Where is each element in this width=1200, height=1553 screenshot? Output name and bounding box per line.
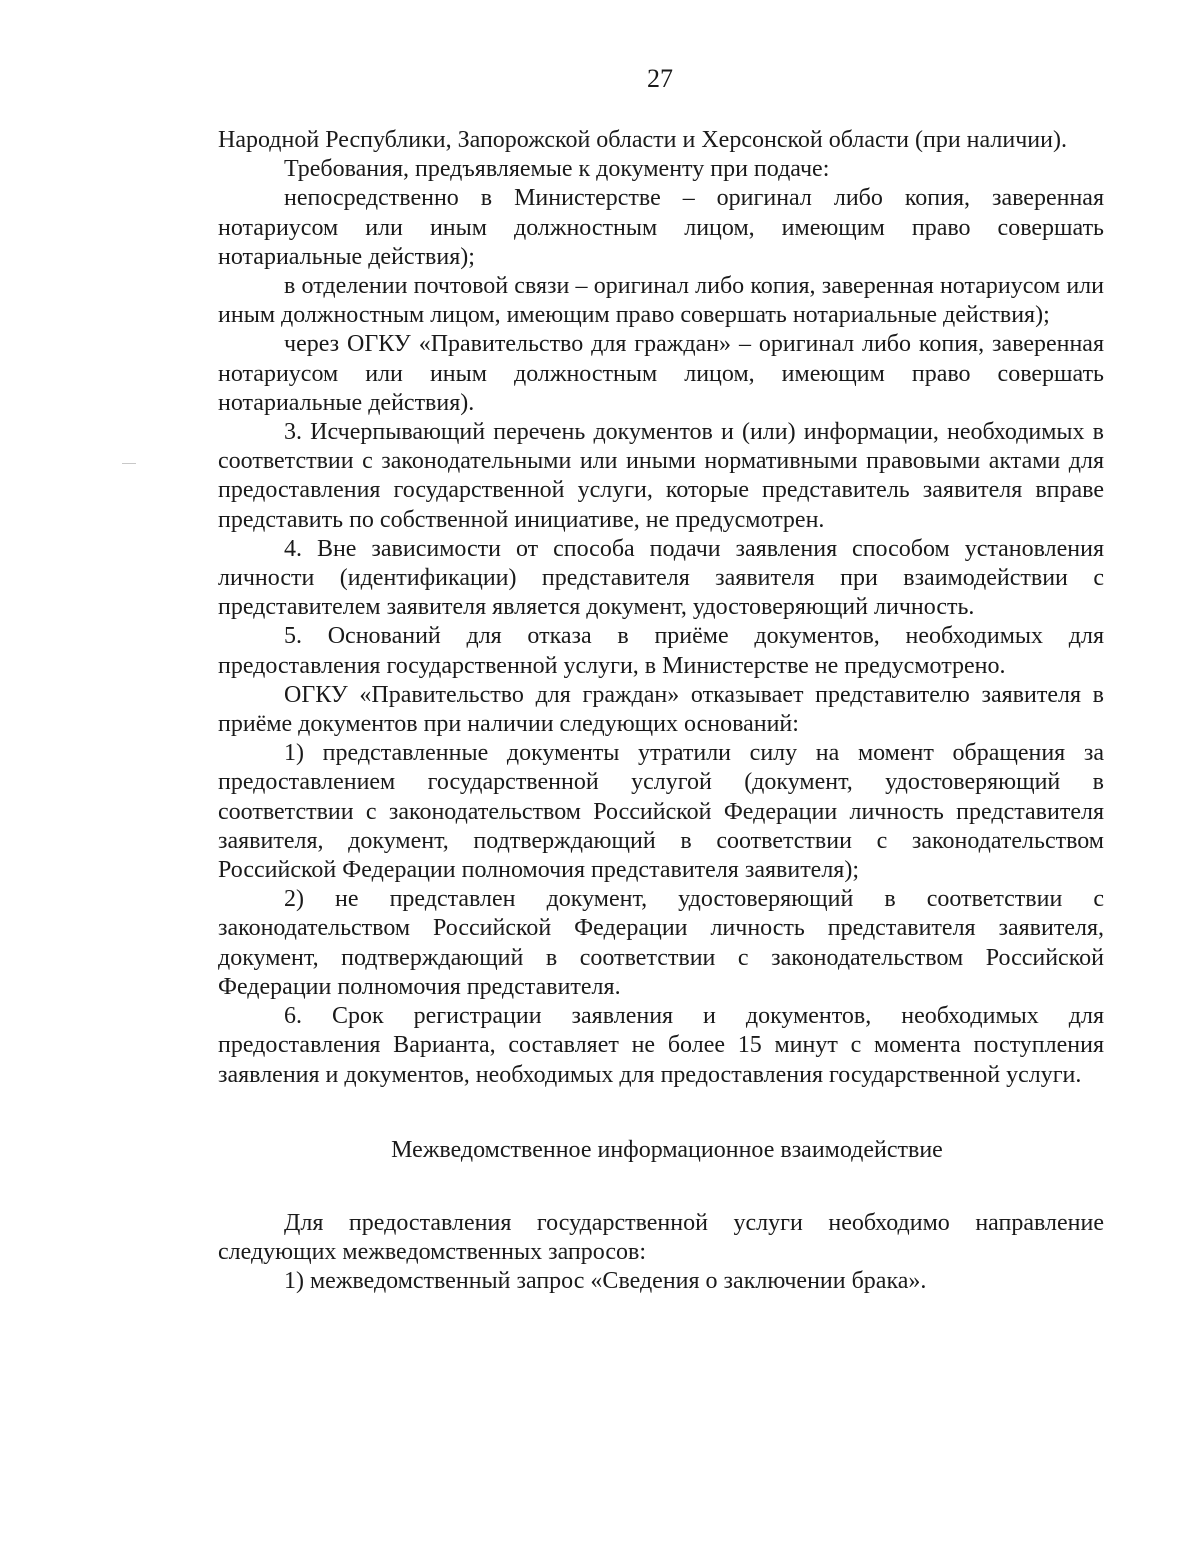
paragraph-item-5: 5. Оснований для отказа в приёме документов, необходимых для предоставления государственной услуги, в Министерстве не предусмотрено. [218,623,1104,679]
paragraph-item-6: 6. Срок регистрации заявления и документов, необходимых для предоставления Варианта, составляет не более 15 минут с момента поступления заявления и документов, необходимых для предоставления государственной услуги. [218,1003,1104,1088]
paragraph-refusal-ground-1: 1) представленные документы утратили силу на момент обращения за предоставлением государственной услугой (документ, удостоверяющий в соответствии с законодательством Российской Федерации личность представителя заявителя, документ, подтверждающий в соответствии с законодательством Российской Федерации полномочия представителя заявителя); [218,740,1104,884]
paragraph-item-3: 3. Исчерпывающий перечень документов и (или) информации, необходимых в соответствии с законодательными или иными нормативными правовыми актами для предоставления государственной услуги, которые представитель заявителя вправе представить по собственной инициативе, не предусмотрен. [218,419,1104,533]
paragraph-item-4: 4. Вне зависимости от способа подачи заявления способом установления личности (идентификации) представителя заявителя при взаимодействии с представителем заявителя является документ, удостоверяющий личность. [218,535,1104,621]
paragraph-continuation: Народной Республики, Запорожской области и Херсонской области (при наличии). [218,127,1067,153]
section-heading: Межведомственное информационное взаимодействие [391,1136,943,1163]
paragraph-refusal-ground-2: 2) не представлен документ, удостоверяющий в соответствии с законодательством Российской Федерации личность представителя заявителя, документ, подтверждающий в соответствии с законодательством Российской Федерации полномочия представителя. [218,886,1104,1000]
paragraph-interagency-request-1: 1) межведомственный запрос «Сведения о заключении брака». [284,1268,927,1295]
page-number: 27 [647,64,673,93]
document-body [218,126,1104,1296]
paragraph-in-ministry: непосредственно в Министерстве – оригинал либо копия, заверенная нотариусом или иным должностным лицом, имеющим право совершать нотариальные действия); [218,185,1104,270]
paragraph-post-office: в отделении почтовой связи – оригинал либо копия, заверенная нотариусом или иным должностным лицом, имеющим право совершать нотариальные действия); [218,273,1104,329]
paragraph-interagency-intro: Для предоставления государственной услуги необходимо направление следующих межведомственных запросов: [218,1209,1104,1265]
paragraph-via-ogku: через ОГКУ «Правительство для граждан» – оригинал либо копия, заверенная нотариусом или иным должностным лицом, имеющим право совершать нотариальные действия). [218,331,1104,416]
paragraph-ogku-refusal: ОГКУ «Правительство для граждан» отказывает представителю заявителя в приёме документов при наличии следующих оснований: [218,681,1104,738]
paragraph-requirements-intro: Требования, предъявляемые к документу при подаче: [284,156,830,183]
scan-artifact-line [122,463,136,464]
